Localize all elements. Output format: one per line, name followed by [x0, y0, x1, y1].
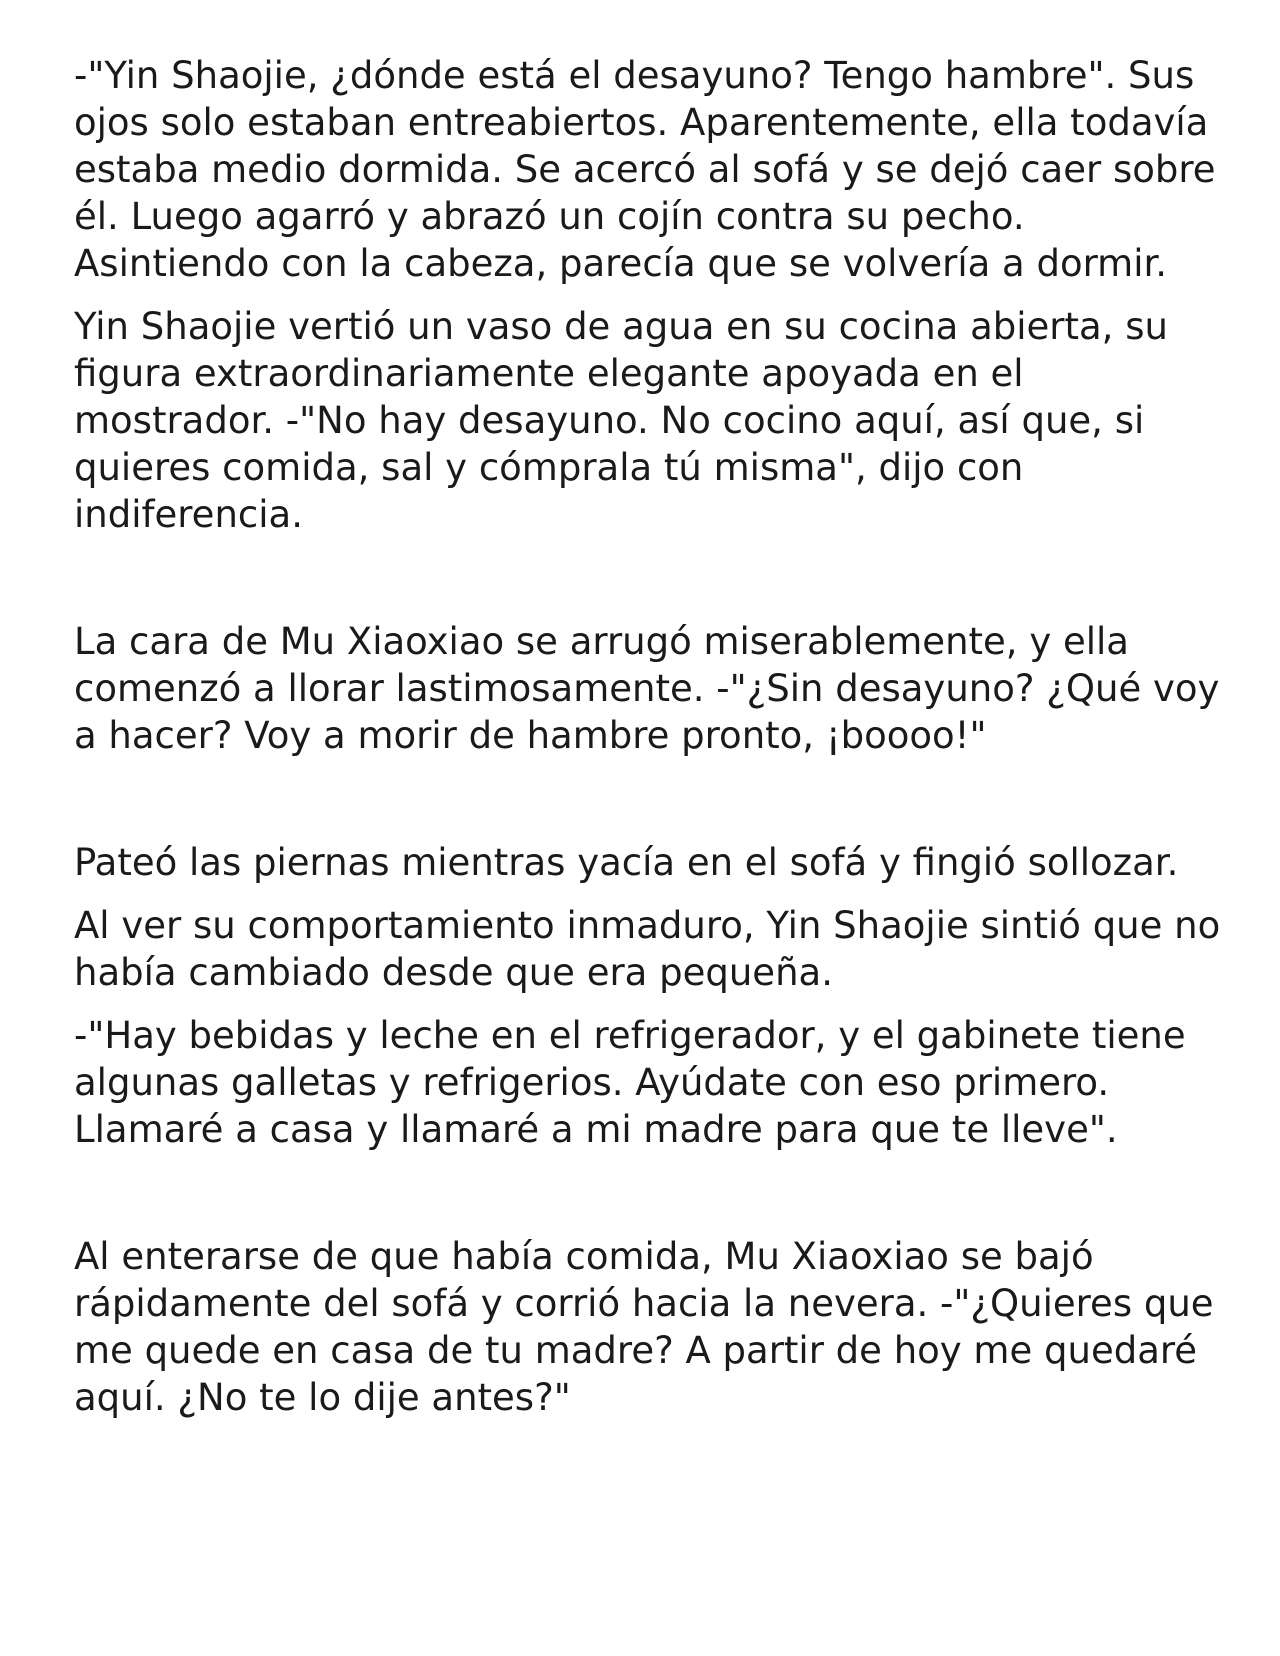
paragraph: Al enterarse de que había comida, Mu Xiaoxiao se bajó rápidamente del sofá y corrió hacia la nevera. -"¿Quieres que me quede en casa de tu madre? A partir de hoy me quedaré aquí. ¿No te lo dije antes?"	[74, 1235, 1214, 1419]
paragraph: -"Hay bebidas y leche en el refrigerador, y el gabinete tiene algunas galletas y refrigerios. Ayúdate con eso primero. Llamaré a casa y llamaré a mi madre para que te lleve".	[74, 1014, 1186, 1151]
paragraph-spacer	[74, 886, 1224, 902]
document-page	[74, 52, 1224, 1421]
paragraph-spacer	[74, 759, 1224, 839]
paragraph: Al ver su comportamiento inmaduro, Yin Shaojie sintió que no había cambiado desde que era pequeña.	[74, 904, 1221, 994]
paragraph: Yin Shaojie vertió un vaso de agua en su cocina abierta, su figura extraordinariamente elegante apoyada en el mostrador. -"No hay desayuno. No cocino aquí, así que, si quieres comida, sal y cómprala tú misma", dijo con indiferencia.	[74, 305, 1168, 536]
paragraph-spacer	[74, 996, 1224, 1012]
paragraph: -"Yin Shaojie, ¿dónde está el desayuno? Tengo hambre". Sus ojos solo estaban entreabiertos. Aparentemente, ella todavía estaba medio dormida. Se acercó al sofá y se dejó caer sobre él. Luego agarró y abrazó un cojín contra su pecho. Asintiendo con la cabeza, parecía que se volvería a dormir.	[74, 54, 1216, 285]
paragraph-spacer	[74, 538, 1224, 618]
paragraph-spacer	[74, 1153, 1224, 1233]
paragraph: Pateó las piernas mientras yacía en el sofá y fingió sollozar.	[74, 841, 1179, 884]
paragraph-spacer	[74, 287, 1224, 303]
paragraph: La cara de Mu Xiaoxiao se arrugó miserablemente, y ella comenzó a llorar lastimosamente. -"¿Sin desayuno? ¿Qué voy a hacer? Voy a morir de hambre pronto, ¡boooo!"	[74, 620, 1220, 757]
